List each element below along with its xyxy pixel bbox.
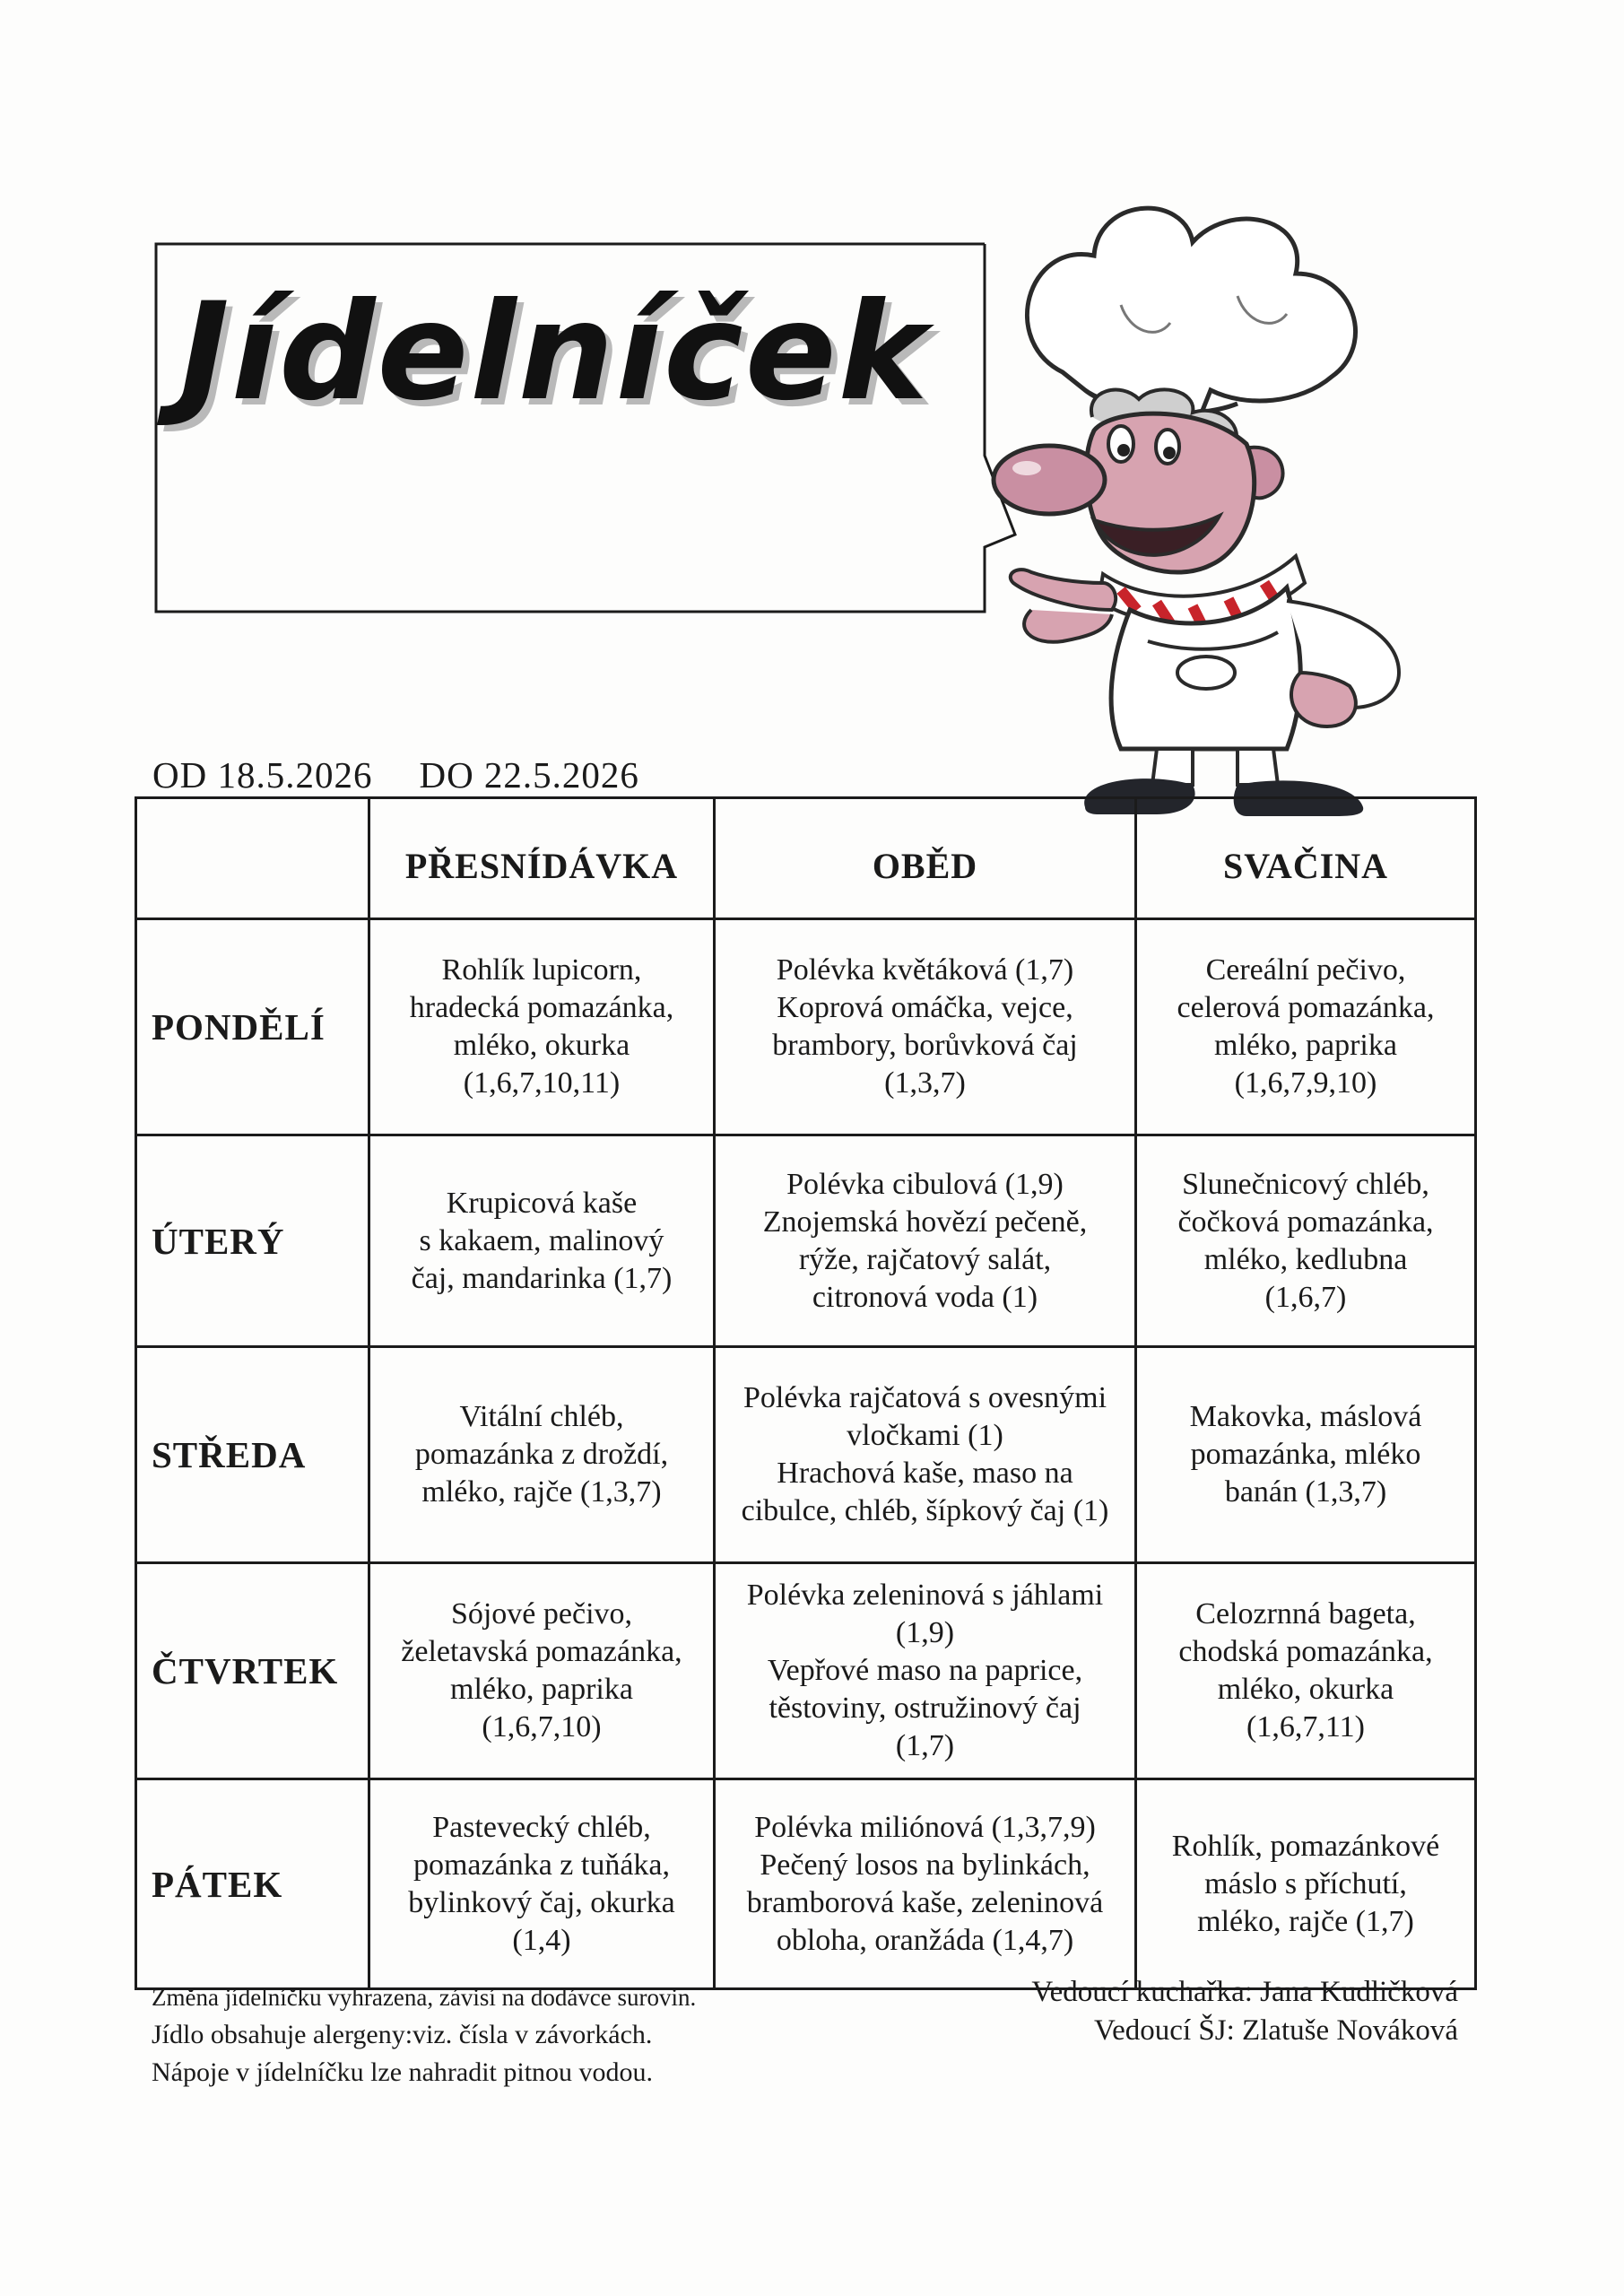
meal-line: pomazánka, mléko <box>1190 1438 1421 1471</box>
meal-line: mléko, okurka <box>453 1029 630 1062</box>
meal-line: Vepřové maso na paprice, <box>767 1654 1083 1687</box>
meal-line: Koprová omáčka, vejce, <box>777 991 1073 1024</box>
table-row <box>136 1779 1476 1989</box>
meal-cell <box>1136 919 1476 1135</box>
meal-line: celerová pomazánka, <box>1177 991 1435 1024</box>
table-header-row <box>136 798 1476 919</box>
meal-line: Sójové pečivo, <box>450 1597 633 1631</box>
day-label: ÚTERÝ <box>136 1135 369 1347</box>
meal-line: Hrachová kaše, maso na <box>777 1457 1073 1490</box>
date-range <box>152 753 639 796</box>
meal-line: čočková pomazánka, <box>1177 1205 1434 1239</box>
day-label: PÁTEK <box>136 1779 369 1989</box>
meal-cell <box>369 1779 715 1989</box>
canteen-manager: Vedoucí ŠJ: Zlatuše Nováková <box>1093 2014 1458 2047</box>
column-header-snack-morning: PŘESNÍDÁVKA <box>369 798 715 919</box>
day-label: STŘEDA <box>136 1347 369 1563</box>
meal-line: bramborová kaše, zeleninová <box>746 1885 1104 1919</box>
meal-line: bylinkový čaj, okurka <box>408 1885 675 1919</box>
meal-line: Slunečnicový chléb, <box>1182 1167 1429 1201</box>
meal-cell <box>1136 1135 1476 1347</box>
meal-line: cibulce, chléb, šípkový čaj (1) <box>741 1494 1109 1527</box>
chef-mascot-icon <box>977 188 1480 816</box>
corner-cell <box>136 798 369 919</box>
meal-line: mléko, okurka <box>1217 1673 1394 1706</box>
meal-line: Polévka cibulová (1,9) <box>786 1167 1064 1201</box>
table-row <box>136 1563 1476 1779</box>
meal-cell <box>715 919 1136 1135</box>
meal-line: (1,6,7,10) <box>482 1710 602 1744</box>
meal-cell <box>369 1347 715 1563</box>
meal-line: (1,3,7) <box>884 1066 966 1100</box>
note-line: Jídlo obsahuje alergeny:viz. čísla v závorkách. <box>152 2020 653 2049</box>
meal-line: Krupicová kaše <box>446 1186 638 1220</box>
meal-line: těstoviny, ostružinový čaj <box>769 1692 1081 1725</box>
meal-line: Pastevecký chléb, <box>432 1810 651 1844</box>
meal-line: vločkami (1) <box>847 1419 1003 1452</box>
meal-line: (1,7) <box>895 1729 955 1762</box>
meal-cell <box>369 1563 715 1779</box>
column-header-lunch: OBĚD <box>715 798 1136 919</box>
date-from: OD 18.5.2026 <box>152 754 373 796</box>
column-header-snack-afternoon: SVAČINA <box>1136 798 1476 919</box>
meal-cell <box>369 919 715 1135</box>
head-cook: Vedoucí kuchařka: Jana Kudličková <box>1031 1976 1458 2008</box>
meal-line: máslo s příchutí, <box>1204 1866 1407 1900</box>
meal-line: Polévka květáková (1,7) <box>776 953 1074 987</box>
table-row <box>136 1347 1476 1563</box>
meal-cell <box>369 1135 715 1347</box>
date-to: DO 22.5.2026 <box>419 754 639 796</box>
meal-line: Vitální chléb, <box>459 1400 624 1433</box>
meal-line: brambory, borůvková čaj <box>772 1029 1078 1062</box>
meal-line: Polévka zeleninová s jáhlami <box>746 1578 1104 1612</box>
meal-line: Pečený losos na bylinkách, <box>760 1848 1090 1882</box>
meal-line: obloha, oranžáda (1,4,7) <box>776 1923 1074 1957</box>
table-row <box>136 919 1476 1135</box>
meal-line: mléko, rajče (1,7) <box>1197 1904 1414 1938</box>
meal-line: rýže, rajčatový salát, <box>798 1242 1052 1276</box>
footer-notes <box>152 1979 696 2092</box>
staff-signature-block <box>1031 1973 1458 2050</box>
meal-line: citronová voda (1) <box>812 1280 1038 1314</box>
meal-line: (1,4) <box>512 1923 571 1957</box>
meal-line: (1,9) <box>895 1616 955 1649</box>
meal-line: mléko, kedlubna <box>1203 1242 1408 1276</box>
meal-line: Znojemská hovězí pečeně, <box>762 1205 1088 1239</box>
meal-line: pomazánka z droždí, <box>414 1438 669 1471</box>
meal-line: mléko, rajče (1,3,7) <box>421 1475 662 1509</box>
meal-line: (1,6,7,10,11) <box>463 1066 621 1100</box>
note-line: Změna jídelníčku vyhrazena, závisí na dodávce surovin. <box>152 1984 697 2011</box>
meal-line: Polévka rajčatová s ovesnými <box>743 1381 1107 1414</box>
note-line: Nápoje v jídelníčku lze nahradit pitnou vodou. <box>152 2057 654 2087</box>
meal-cell <box>1136 1563 1476 1779</box>
meal-cell <box>1136 1779 1476 1989</box>
day-label: PONDĚLÍ <box>136 919 369 1135</box>
meal-cell <box>715 1779 1136 1989</box>
meal-line: s kakaem, malinový <box>419 1223 664 1257</box>
meal-cell <box>715 1563 1136 1779</box>
page-title: Jídelníček <box>179 274 930 430</box>
meal-line: želetavská pomazánka, <box>401 1635 682 1668</box>
meal-line: Celozrnná bageta, <box>1195 1597 1416 1631</box>
meal-line: (1,6,7,9,10) <box>1234 1066 1377 1100</box>
weekly-menu-table <box>135 796 1477 1990</box>
meal-line: čaj, mandarinka (1,7) <box>411 1261 673 1295</box>
meal-line: (1,6,7,11) <box>1246 1710 1365 1744</box>
meal-line: chodská pomazánka, <box>1178 1635 1433 1668</box>
meal-line: mléko, paprika <box>450 1673 633 1706</box>
meal-line: banán (1,3,7) <box>1224 1475 1387 1509</box>
day-label: ČTVRTEK <box>136 1563 369 1779</box>
meal-line: Rohlík lupicorn, <box>441 953 642 987</box>
meal-line: Polévka miliónová (1,3,7,9) <box>754 1810 1096 1844</box>
meal-cell <box>1136 1347 1476 1563</box>
table-row <box>136 1135 1476 1347</box>
meal-cell <box>715 1347 1136 1563</box>
meal-line: (1,6,7) <box>1264 1280 1347 1314</box>
meal-line: Rohlík, pomazánkové <box>1171 1829 1440 1863</box>
meal-cell <box>715 1135 1136 1347</box>
meal-line: Cereální pečivo, <box>1205 953 1406 987</box>
meal-line: mléko, paprika <box>1214 1029 1397 1062</box>
meal-line: Makovka, máslová <box>1189 1400 1422 1433</box>
meal-line: pomazánka z tuňáka, <box>413 1848 671 1882</box>
meal-line: hradecká pomazánka, <box>409 991 674 1024</box>
